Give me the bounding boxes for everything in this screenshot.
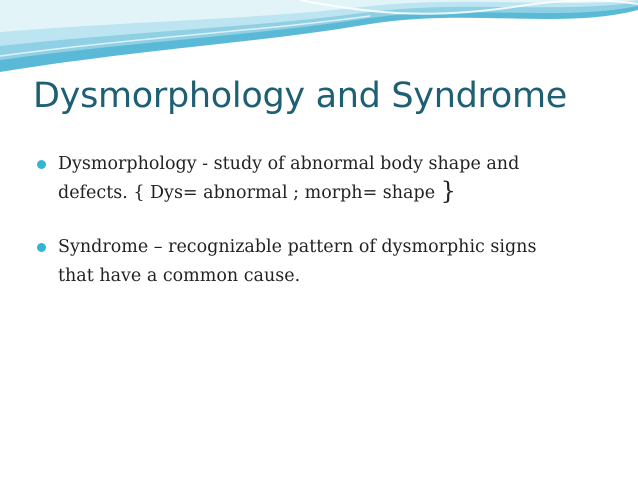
bullet-line: Dysmorphology - study of abnormal body shape and — [58, 154, 520, 174]
header-wave-decoration — [0, 0, 638, 80]
bullet-line: Syndrome – recognizable pattern of dysmorphic signs — [58, 237, 537, 257]
bullet-list — [36, 150, 606, 291]
closing-brace: } — [440, 177, 456, 205]
slide-title: Dysmorphology and Syndrome — [33, 76, 567, 116]
bullet-dot-icon — [37, 243, 46, 252]
bullet-line: defects. { Dys= abnormal ; morph= shape — [58, 183, 441, 203]
bullet-dysmorphology — [36, 150, 606, 208]
bullet-line: that have a common cause. — [58, 266, 301, 286]
bullet-dot-icon — [37, 160, 46, 169]
bullet-syndrome — [36, 233, 606, 291]
